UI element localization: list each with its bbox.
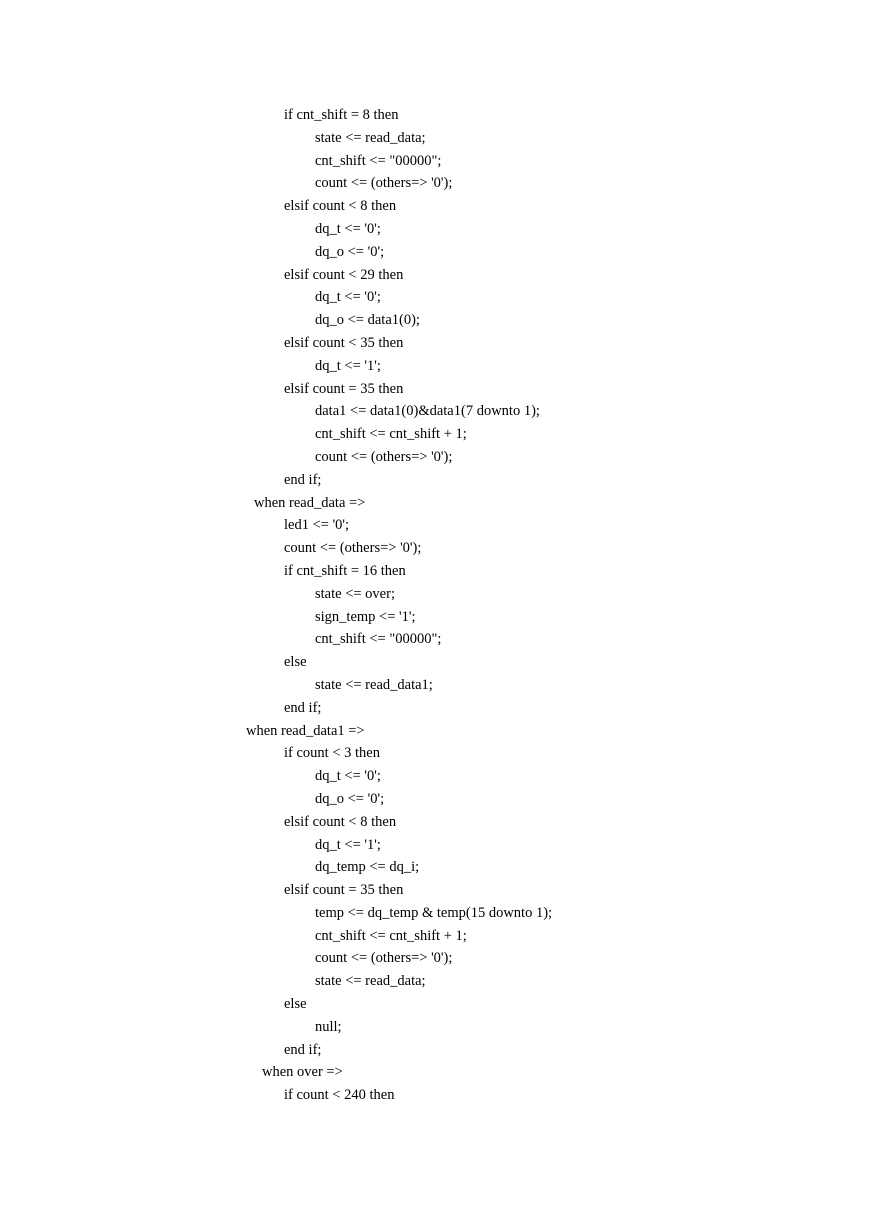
code-line: temp <= dq_temp & temp(15 downto 1); <box>315 904 553 921</box>
code-line: else <box>284 654 307 671</box>
code-line: data1 <= data1(0)&data1(7 downto 1); <box>315 403 540 420</box>
code-line: when read_data => <box>254 494 366 511</box>
code-line: dq_o <= data1(0); <box>315 312 420 329</box>
code-line: state <= read_data; <box>315 129 426 146</box>
code-line: cnt_shift <= "00000"; <box>315 631 442 648</box>
code-line: null; <box>315 1018 342 1035</box>
code-line: when read_data1 => <box>246 722 365 739</box>
code-line: elsif count < 8 then <box>284 813 397 830</box>
code-line: state <= over; <box>315 585 395 602</box>
code-line: end if; <box>284 471 322 488</box>
code-line: state <= read_data; <box>315 973 426 990</box>
code-line: dq_o <= '0'; <box>315 790 385 807</box>
code-line: elsif count < 29 then <box>284 266 404 283</box>
code-line: elsif count = 35 then <box>284 882 404 899</box>
code-line: count <= (others=> '0'); <box>315 950 453 967</box>
code-line: else <box>284 996 307 1013</box>
code-line: dq_t <= '0'; <box>315 289 381 306</box>
code-line: if cnt_shift = 16 then <box>284 562 406 579</box>
code-line: cnt_shift <= cnt_shift + 1; <box>315 426 467 443</box>
code-line: led1 <= '0'; <box>284 517 350 534</box>
code-line: end if; <box>284 1041 322 1058</box>
code-line: dq_o <= '0'; <box>315 243 385 260</box>
code-line: dq_t <= '0'; <box>315 768 381 785</box>
code-line: sign_temp <= '1'; <box>315 608 416 625</box>
code-line: if count < 3 then <box>284 745 380 762</box>
code-line: dq_t <= '0'; <box>315 220 381 237</box>
code-line: elsif count < 35 then <box>284 334 404 351</box>
code-line: if count < 240 then <box>284 1087 395 1104</box>
code-line: dq_temp <= dq_i; <box>315 859 420 876</box>
code-line: dq_t <= '1'; <box>315 357 381 374</box>
code-line: cnt_shift <= "00000"; <box>315 152 442 169</box>
code-line: when over => <box>262 1064 343 1081</box>
code-line: count <= (others=> '0'); <box>284 540 422 557</box>
code-line: if cnt_shift = 8 then <box>284 107 399 123</box>
code-line: state <= read_data1; <box>315 676 433 693</box>
code-listing <box>0 104 869 1107</box>
code-line: count <= (others=> '0'); <box>315 448 453 465</box>
code-line: elsif count < 8 then <box>284 198 397 215</box>
code-line: elsif count = 35 then <box>284 380 404 397</box>
code-line: cnt_shift <= cnt_shift + 1; <box>315 927 467 944</box>
code-line: end if; <box>284 699 322 716</box>
code-line: count <= (others=> '0'); <box>315 175 453 192</box>
code-line: dq_t <= '1'; <box>315 836 381 853</box>
